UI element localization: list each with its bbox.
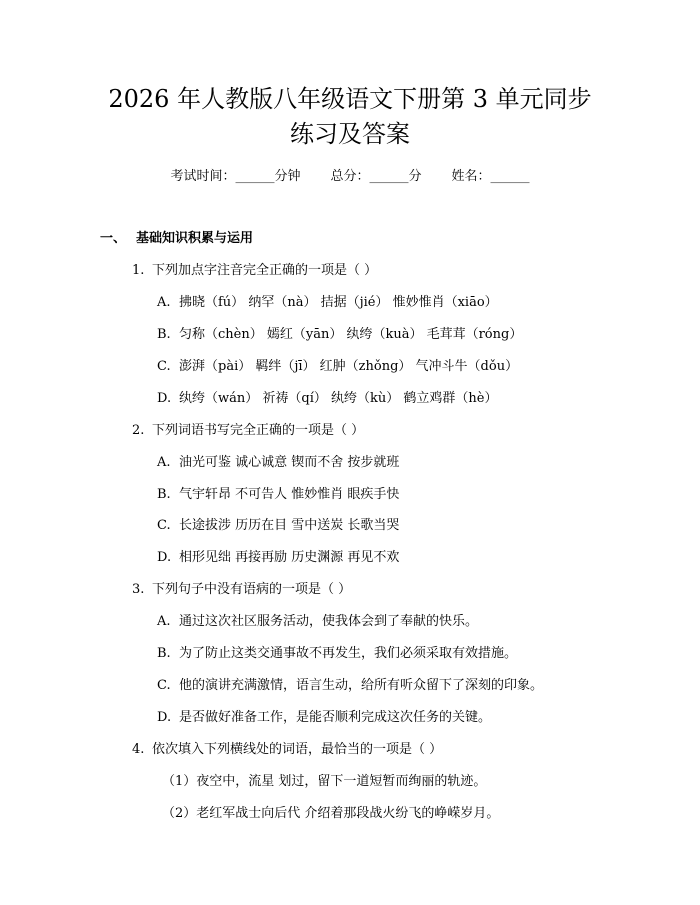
question-number: 2.	[132, 423, 145, 438]
question-1-option-a	[157, 294, 498, 312]
question-4-item-1: （1）夜空中，流星 划过，留下一道短暂而绚丽的轨迹。	[162, 774, 487, 789]
question-2	[132, 422, 364, 440]
question-text: 下列句子中没有语病的一项是（ ）	[152, 582, 352, 597]
option-letter: B.	[157, 327, 171, 342]
option-text: 匀称（chèn） 嫣红（yān） 纨绔（kuà） 毛茸茸（róng）	[179, 327, 523, 342]
option-text: 澎湃（pài） 羁绊（jī） 红肿（zhǒng） 气冲斗牛（dǒu）	[179, 359, 519, 374]
question-1-option-d	[157, 390, 497, 408]
question-text: 下列加点字注音完全正确的一项是（ ）	[152, 263, 378, 278]
option-letter: A.	[157, 455, 171, 470]
section-number: 一、	[100, 231, 127, 246]
question-3-option-a	[157, 613, 478, 631]
total-score-field: 总分：______分	[330, 169, 422, 184]
question-2-option-b	[157, 486, 399, 504]
exam-time-field: 考试时间：______分钟	[170, 169, 301, 184]
option-letter: B.	[157, 646, 171, 661]
question-3	[132, 581, 351, 599]
option-text: 是否做好准备工作，是能否顺利完成这次任务的关键。	[179, 710, 492, 725]
option-letter: A.	[157, 295, 171, 310]
option-text: 气宇轩昂 不可告人 惟妙惟肖 眼疾手快	[179, 487, 400, 502]
student-name-field: 姓名：______	[451, 169, 530, 184]
question-2-option-a	[157, 454, 399, 472]
option-text: 长途拔涉 历历在目 雪中送炭 长歌当哭	[179, 518, 400, 533]
option-letter: B.	[157, 487, 171, 502]
question-3-option-c	[157, 677, 543, 695]
option-text: 他的演讲充满激情，语言生动，给所有听众留下了深刻的印象。	[179, 678, 544, 693]
question-number: 4.	[132, 742, 145, 757]
question-1-option-c	[157, 358, 518, 376]
option-text: 为了防止这类交通事故不再发生，我们必须采取有效措施。	[179, 646, 518, 661]
option-letter: C.	[157, 678, 171, 693]
question-3-option-d	[157, 709, 491, 727]
section-title: 基础知识积累与运用	[136, 231, 254, 246]
question-text: 依次填入下列横线处的词语，最恰当的一项是（ ）	[152, 742, 443, 757]
document-title-line-2: 练习及答案	[290, 120, 410, 148]
question-1	[132, 262, 377, 280]
option-text: 相形见绌 再接再励 历史渊源 再见不欢	[179, 550, 400, 565]
section-heading	[100, 230, 253, 248]
question-1-option-b	[157, 326, 522, 344]
option-letter: D.	[157, 391, 172, 406]
option-letter: D.	[157, 550, 172, 565]
option-letter: D.	[157, 710, 172, 725]
question-4	[132, 741, 442, 759]
question-2-option-c	[157, 517, 399, 535]
question-number: 1.	[132, 263, 145, 278]
option-text: 油光可鉴 诚心诚意 锲而不舍 按步就班	[179, 455, 400, 470]
question-3-option-b	[157, 645, 517, 663]
option-text: 通过这次社区服务活动，使我体会到了奉献的快乐。	[179, 614, 479, 629]
option-letter: C.	[157, 518, 171, 533]
question-text: 下列词语书写完全正确的一项是（ ）	[152, 423, 365, 438]
document-title-line-1: 2026 年人教版八年级语文下册第 3 单元同步	[108, 85, 592, 113]
question-4-item-2: （2）老红军战士向后代 介绍着那段战火纷飞的峥嵘岁月。	[162, 806, 500, 821]
question-2-option-d	[157, 549, 399, 567]
option-letter: A.	[157, 614, 171, 629]
option-letter: C.	[157, 359, 171, 374]
option-text: 拂晓（fú） 纳罕（nà） 拮据（jié） 惟妙惟肖（xiāo）	[179, 295, 498, 310]
option-text: 纨绔（wán） 祈祷（qí） 纨绔（kù） 鹤立鸡群（hè）	[179, 391, 498, 406]
exam-info-line	[0, 168, 700, 186]
question-number: 3.	[132, 582, 145, 597]
